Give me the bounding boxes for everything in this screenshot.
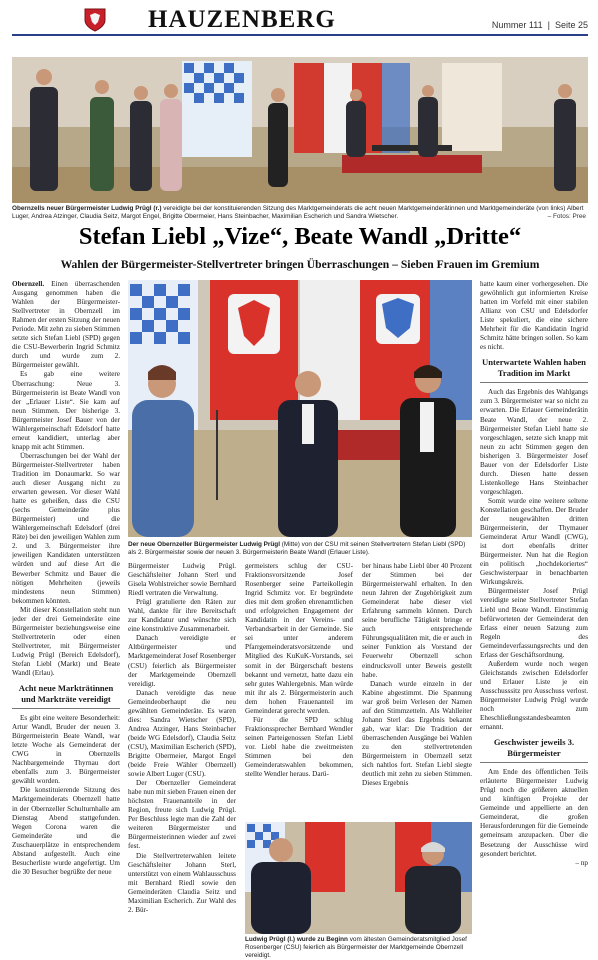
bottom-photo-caption [245, 936, 472, 960]
article-column-1 [12, 280, 120, 955]
article-column-4 [362, 562, 472, 817]
article-headline: Stefan Liebl „Vize“, Beate Wandl „Dritte“ [78, 223, 522, 250]
newspaper-title: HAUZENBERG [148, 6, 336, 33]
section-heading: Geschwister jeweils 3. Bürgermeister [480, 737, 588, 763]
page-number: Seite 25 [554, 20, 588, 30]
center-photo [128, 280, 472, 537]
paragraph: Am Ende des öffentlichen Teils erläuterte Bürgermeister Ludwig Prügl noch die größeren aktuellen und künftigen Projekte der Gemeinde und appellierte an den Gemeinderat, die großen Herausforderungen für die Gemeinde gemeinsam anzupacken. Über die Besetzung der Ausschüsse wird gesondert berichtet. [480, 768, 588, 858]
paragraph: germeisters schlug der CSU-Fraktionsvorsitzende Josef Rosenberger seine Parteikollegin Ingrid Schmitz vor. Er begründete dies mit dem großen ehrenamtlichen und erfolgreichen Engagement der Kandidatin in der Vereins- und Verbandsarbeit in der Gemeinde. Sie sei unter anderem Pfarrgemeinderatsvorsitzende und Mitglied des KuKuK-Vorstands, sei somit in der Bürgerschaft bestens bekannt und vernetzt, hatte dazu ein sehr gutes Wahlergebnis. Man würde mit ihr als 2. Bürgermeisterin auch dem hohen Frauenanteil im Gemeinderat gerecht werden. [245, 562, 353, 715]
article-column-2 [128, 562, 236, 955]
paragraph: Der Obernzeller Gemeinderat habe nun mit sieben Frauen einen der höchsten Frauenanteile in der Region, freute sich Ludwig Prügl. Per Beschluss legte man die Zahl der weiteren Bürgermeister und Bürgermeisterinnen wieder auf zwei fest. [128, 779, 236, 851]
masthead [12, 6, 588, 36]
center-caption-lead: Der neue Obernzeller Bürgermeister Ludwig Prügl [128, 541, 280, 548]
bottom-caption-text: vom ältesten Gemeinderatsmitglied Josef Rosenberger (CSU) feierlich als Bürgermeister der Marktgemeinde Obernzell vereidigt. [245, 936, 467, 960]
article-column-3 [245, 562, 353, 817]
article-column-5 [480, 280, 588, 955]
top-caption-lead: Obernzells neuer Bürgermeister Ludwig Prügl (r.) [12, 205, 162, 212]
paragraph: Danach vereidigte er Altbürgermeister und Marktgemeinderat Josef Rosenberger (CSU) feierlich als Bürgermeister der Marktgemeinde Obernzell vereidigt. [128, 634, 236, 688]
paragraph: Die Stellvertreterwahlen leitete Geschäftsleiter Johann Sterl, unterstützt von einem Wahlausschuss mit Bernhard Riedl sowie den Gemeinderäten Claudia Seitz und Maximilian Escherich. Zur Wahl des 2. Bür- [128, 851, 236, 914]
paragraph: Obernzell. Einen überraschenden Ausgang genommen haben die Wahlen der Bürgermeister-Stellvertreter in Obernzell im Rahmen der ersten Sitzung der neuen Periode. Mit zehn zu sieben Stimmen setzte sich Stefan Liebl (SPD) gegen die CSU-Bewerberin Ingrid Schmitz durch und wurde zum 2. Bürgermeister gewählt. [12, 280, 120, 370]
paragraph: Danach vereidigte das neue Gemeindeoberhaupt die neu gewählten Gemeinderäte. Es waren dies: Sandra Wietscher (SPD), Andrea Atzinger, Hans Steinbacher (beide WG Edelsdorf), Claudia Seitz (CSU), Maximilian Escherich (SPD), Brigitte Obermeier, Margot Engel (beide Freie Wähler Obernzell) sowie Albert Luger (CSU). [128, 688, 236, 779]
paragraph: Überraschungen bei der Wahl der Bürgermeister-Stellvertreter haben Tradition im Donaumarkt. So war auch dieser Ausgang nicht zu erwarten gewesen. Vor dieser Wahl hatte es geheißen, dass die CSU (sechs Gemeinderäte plus Bürgermeister) und die Wählergemeinschaft Edelsdorf (drei Räte) bei den jeweiligen Wahlen zum 2. und 3. Bürgermeister ihre jeweiligen Kandidaten unterstützen würden und auf diese Art die Bewerber Schmitz und Bauer die nötigen Mehrheiten (jeweils mindestens neun Stimmen) bekommen könnten. [12, 451, 120, 605]
photo-credit: – Fotos: Pree [547, 213, 586, 220]
paragraph: hatte kaum einer vorhergesehen. Die gewöhnlich gut informierten Kreise hatten im Vorfeld mit einer stabilen Allianz von CSU und Edelsdorfer Liste spekuliert, die eine sichere Mehrheit für die Kandidatin Ingrid Schmitz hätte bringen sollen. So kam es nicht. [480, 280, 588, 352]
section-heading: Unterwartete Wahlen haben Tradition im Markt [480, 357, 588, 383]
paragraph: Danach wurde einzeln in der Kabine abgestimmt. Die Spannung war groß beim Verlesen der Namen auf den Stimmzetteln. Als Wahlleiter Johann Sterl das Ergebnis bekannt gab, war klar: Die Tradition der überraschenden Ausgänge bei Wahlen zu den stellvertretenden Bürgermeistern in Obernzell setzt sich nahtlos fort. Stefan Liebl siegte deutlich mit zehn zu sieben Stimmen. Dieses Ergebnis [362, 679, 472, 788]
author-signature: – np [575, 858, 588, 867]
dateline: Obernzell. [12, 280, 45, 288]
top-photo [12, 57, 588, 203]
article-subheadline: Wahlen der Bürgermeister-Stellvertreter bringen Überraschungen – Sieben Frauen im Gremium [60, 258, 540, 271]
paragraph: Mit dieser Konstellation steht nun jeder der drei Gemeinderäte eine Bürgermeister beziehungsweise eine Stellvertreterin oder einen Stellvertreter, mit Bürgermeister Ludwig Prügl (Bereich Edelsdorf), Stefan Liebl (Markt) und Beate Wandl (Erlau). [12, 605, 120, 678]
paragraph: Auch das Ergebnis des Wahlgangs zum 3. Bürgermeister war so nicht zu erwarten. Die Erlauer Gemeinderätin Beate Wandl, der neue 2. Bürgermeister Stefan Liebl hatte sie vorgeschlagen, setzte sich knapp mit neun zu acht Stimmen gegen den bisherigen 3. Bürgermeister Josef Bauer von der Edelsdorfer Liste durch. Diesen hatte dessen Listenkollege Hans Steinbacher vorgeschlagen. [480, 388, 588, 496]
paragraph: Die konstituierende Sitzung des Marktgemeinderats Obernzell hatte in der Obernzeller Schulturnhalle am Dienstag Abend stattgefunden. Wegen Corona waren die Gemeinderäte und die Zuschauerplätze in entsprechendem Abstand aufgestellt. Auch eine Besucherliste wurde angefertigt. Um die 30 Besucher begrüßte der neue [12, 786, 120, 876]
issue-info [492, 20, 588, 30]
paragraph: Prügl gratulierte den Räten zur Wahl, dankte für ihre Bereitschaft zur Kandidatur und wünschte sich eine konstruktive Zusammenarbeit. [128, 598, 236, 634]
paragraph: Für die SPD schlug Fraktionssprecher Bernhard Wendler seinen Parteigenossen Stefan Liebl vor. Liebl habe die zweitmeisten Stimmen bei den Gemeinderatswahlen bekommen, stellte Wendler heraus. Darü- [245, 715, 353, 779]
paragraph: Bürgermeister Ludwig Prügl. Geschäftsleiter Johann Sterl und Gisela Wohlstreicher sowie Bernhard Riedl vertraten die Verwaltung. [128, 562, 236, 598]
paragraph: ber hinaus habe Liebl über 40 Prozent der Stimmen bei der Bürgermeisterwahl erhalten. In den neun Jahren der Zugehörigkeit zum Gemeinderat habe dieser viel Erfahrung sammeln können. Durch seine berufliche Tätigkeit bringe er auch entsprechende Führungsqualitäten mit, die er auch in seiner Funktion als Vorstand der Feuerwehr Obernzell schon eindrucksvoll unter Beweis gestellt habe. [362, 562, 472, 679]
paragraph: Es gibt eine weitere Besonderheit: Artur Wandl, Bruder der neuen 3. Bürgermeisterin Beate Wandl, war letzte Woche als Gemeinderat der CWG in Obernzells Nachbargemeinde Thyrnau dort ebenfalls zum 3. Bürgermeister gewählt worden. [12, 714, 120, 786]
paragraph: Somit wurde eine weitere seltene Konstellation geschaffen. Der Bruder der neugewählten dritten Bürgermeisterin, der Thymauer Gemeinderat Artur Wandl (CWG), ist dort ebenfalls dritter Bürgermeister. Nun hat die Region ein politisch „hochdekoriertes“ Geschwisterpaar in benachbarten Wirkungskreis. [480, 496, 588, 587]
issue-number: Nummer 111 [491, 20, 543, 30]
meta-separator: | [547, 20, 550, 30]
top-caption-text: vereidigte bei der konstituierenden Sitzung des Marktgemeinderats die acht neuen Marktgemeinderätinnen und Marktgemeinderäte (von links) Albert Luger, Andrea Atzinger, Claudia Seitz, Margot Engel, Brigitte Obermeier, Hans Steinbacher, Maximilian Escherich und Sandra Wietscher. [12, 205, 584, 221]
center-caption-text: (Mitte) von der CSU mit seinen Stellvertretern Stefan Liebl (SPD) als 2. Bürgermeister sowie der neuen 3. Bürgermeisterin Beate Wandl (Erlauer Liste). [128, 541, 466, 557]
bottom-caption-lead: Ludwig Prügl (l.) wurde zu Beginn [245, 936, 348, 943]
bottom-photo [245, 822, 472, 934]
top-photo-caption [12, 205, 588, 221]
center-photo-caption [128, 541, 472, 557]
paragraph: Es gab eine weitere Überraschung: Neue 3. Bürgermeisterin ist Beate Wandl von der „Erlauer Liste“. Sie kam auf neun Stimmen. Der bisherige 3. Bürgermeister Josef Bauer von der Wählergemeinschaft Edelsdorf hatte erneut kandidiert, unterlag aber knapp mit acht Stimmen. [12, 370, 120, 451]
paragraph: Außerdem wurde noch wegen Gleichstands zwischen Edelsdorfer und Erlauer Liste je ein Ausschusssitz pro Ausschuss verlost. Bürgermeister Ludwig Prügl wurde noch zum Eheschließungsstandesbeamten ernannt. [480, 659, 588, 732]
coat-of-arms-icon [84, 8, 106, 32]
section-heading: Acht neue Markträtinnen und Markträte vereidigt [12, 683, 120, 709]
paragraph: Bürgermeister Josef Prügl vereidigte seine Stellvertreter Stefan Liebl und Beate Wandl. Einstimmig befürworteten der Gemeinderat den Erlass einer neuen Satzung zum Regeln des Gemeindeverfassungsrechts und den Erlass der Geschäftsordnung. [480, 587, 588, 659]
